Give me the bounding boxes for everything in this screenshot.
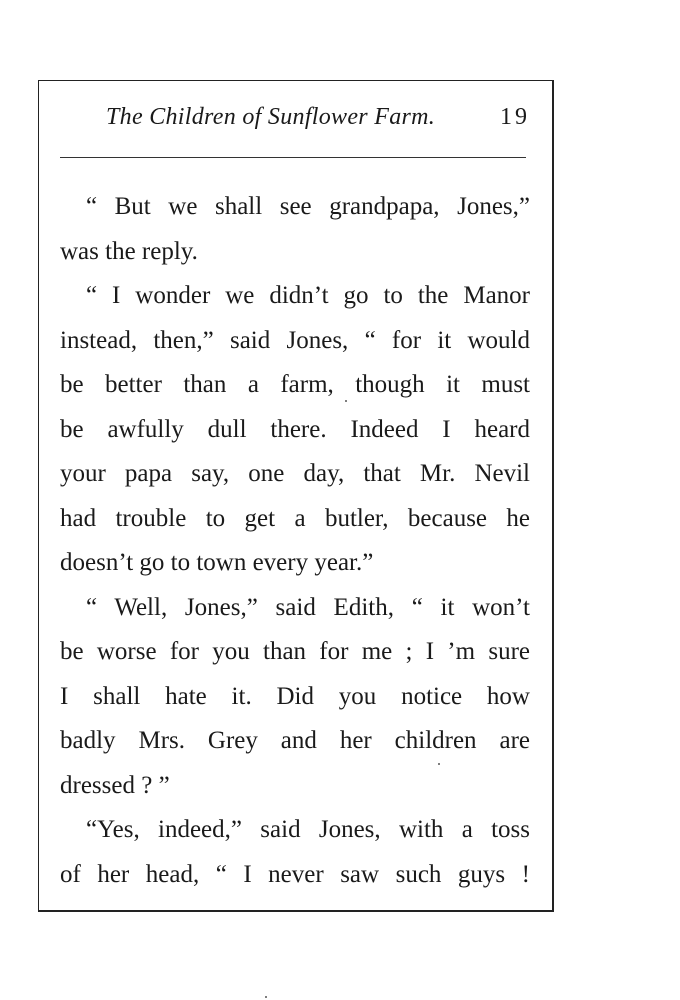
text-line: be worse for you than for me ; I ’m sure: [60, 638, 530, 665]
text-line: “ But we shall see grandpapa, Jones,”: [86, 193, 530, 220]
text-line: doesn’t go to town every year.”: [60, 549, 374, 576]
text-line: was the reply.: [60, 237, 198, 265]
header-rule: [60, 157, 526, 158]
print-speck: [438, 763, 440, 765]
running-title: The Children of Sunflower Farm.: [106, 104, 436, 130]
text-line: of her head, “ I never saw such guys !: [60, 860, 530, 888]
running-head: [60, 104, 530, 140]
text-line: be awfully dull there. Indeed I heard: [60, 415, 530, 443]
text-line: “Yes, indeed,” said Jones, with a toss: [86, 816, 530, 843]
text-line: “ Well, Jones,” said Edith, “ it won’t: [86, 593, 530, 621]
text-line: instead, then,” said Jones, “ for it would: [60, 326, 530, 354]
text-line: I shall hate it. Did you notice how: [60, 682, 530, 710]
text-line: be better than a farm, though it must: [60, 371, 530, 398]
page-number: 19: [500, 104, 530, 130]
text-line: had trouble to get a butler, because he: [60, 504, 530, 532]
print-speck: [345, 400, 347, 402]
body-text: [60, 185, 530, 897]
text-line: your papa say, one day, that Mr. Nevil: [60, 460, 530, 487]
print-speck: [265, 996, 267, 998]
text-line: “ I wonder we didn’t go to the Manor: [86, 282, 530, 309]
text-line: dressed ? ”: [60, 771, 170, 799]
text-line: badly Mrs. Grey and her children are: [60, 727, 530, 754]
